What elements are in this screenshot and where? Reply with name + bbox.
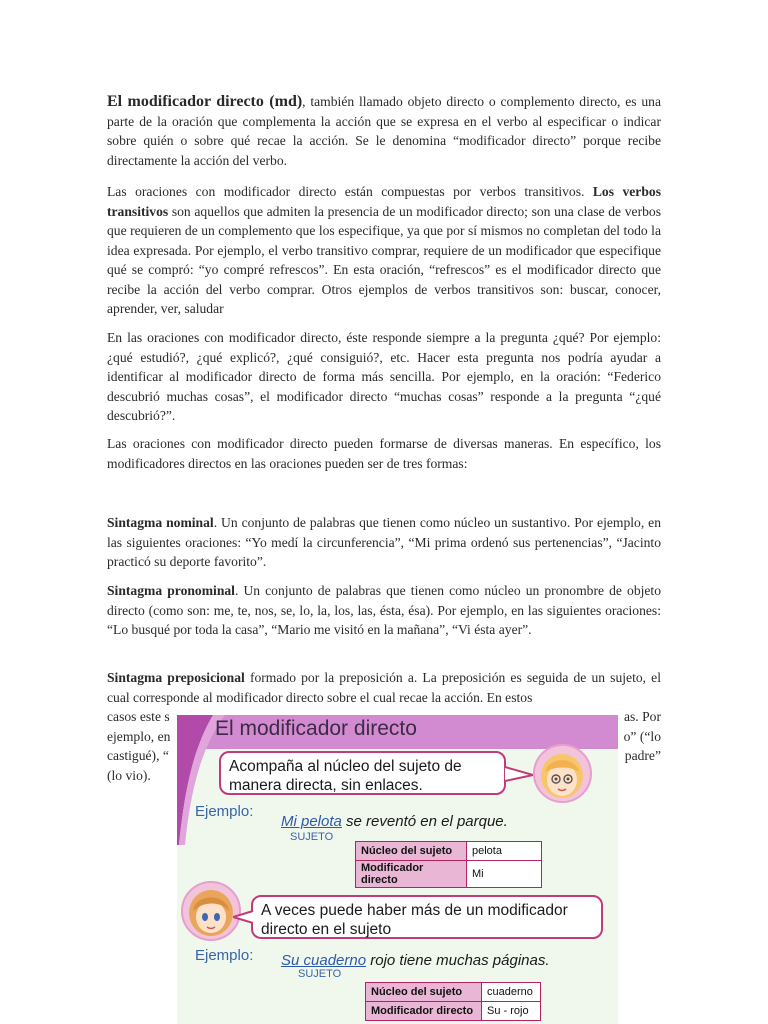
table-row	[356, 842, 542, 861]
table-cell-value: pelota	[467, 842, 542, 861]
preposicional-fragment: casos este s	[107, 709, 170, 724]
paragraph-question-que	[107, 328, 661, 426]
bubble-tail-1	[505, 765, 535, 785]
example-sentence-2	[281, 952, 550, 969]
modificador-directo-card	[177, 715, 618, 1024]
paragraph-definition	[107, 92, 661, 170]
sentence2-subject: Su cuaderno	[281, 952, 367, 969]
table-cell-value: Mi	[467, 861, 542, 888]
table-cell-label: Modificador directo	[366, 1002, 482, 1021]
pronominal-term: Sintagma pronominal	[107, 583, 235, 598]
preposicional-fragment: (lo vio).	[107, 767, 151, 783]
table-cell-label: Modificador directo	[356, 861, 467, 888]
preposicional-fragment: castigué), “	[107, 748, 169, 763]
table-row	[356, 861, 542, 888]
paragraph-three-forms	[107, 434, 661, 473]
question-text: En las oraciones con modificador directo, éste responde siempre a la pregunta ¿qué? Por ejemplo: ¿qué estudió?, ¿qué explicó?, ¿qué consiguió?, etc. Hacer esta pregunta nos podría ayudar a identificar al modificador directo de forma más sencilla. Por ejemplo, en la oración: “Federico descubrió muchas cosas”, el modificador directo “muchas cosas” responde a la pregunta “¿qué descubrió?”.	[107, 330, 661, 423]
sentence1-subject: Mi pelota	[281, 813, 342, 830]
forms-text: Las oraciones con modificador directo pueden formarse de diversas maneras. En específico, los modificadores directos en las oraciones pueden ser de tres formas:	[107, 436, 661, 471]
table-row	[366, 1002, 541, 1021]
paragraph-sintagma-nominal	[107, 513, 661, 572]
nominal-text: . Un conjunto de palabras que tienen como núcleo un sustantivo. Por ejemplo, en las siguientes oraciones: “Yo medí la circunferencia”, “Mi prima ordenó sus pertenencias”, “Jacinto practicó su deporte favorito”.	[107, 515, 661, 569]
speech-bubble-1: Acompaña al núcleo del sujeto de manera directa, sin enlaces.	[219, 751, 506, 795]
table-cell-value: Su - rojo	[482, 1002, 541, 1021]
nominal-term: Sintagma nominal	[107, 515, 214, 530]
bubble-tail-2	[233, 909, 255, 929]
definition-title: El modificador directo (md)	[107, 93, 303, 110]
transitive-intro: Las oraciones con modificador directo están compuestas por verbos transitivos.	[107, 184, 593, 199]
girl-avatar-icon	[533, 744, 592, 803]
definition-text: , también llamado objeto directo o complemento directo, es una parte de la oración que complementa la acción que se expresa en el verbo al especificar o indicar sobre quién o sobre qué recae la acción. Se le denomina “modificador directo” porque recibe directamente la acción del verbo.	[107, 94, 661, 168]
analysis-table-2	[365, 982, 541, 1021]
sujeto-label-2: SUJETO	[298, 968, 342, 980]
sentence1-predicate: se reventó en el parque.	[341, 813, 508, 830]
sentence2-predicate: rojo tiene muchas páginas.	[366, 952, 550, 969]
table-cell-label: Núcleo del sujeto	[366, 983, 482, 1002]
preposicional-term: Sintagma preposicional	[107, 670, 245, 685]
transitive-term: Los verbos transitivos	[107, 184, 661, 219]
paragraph-sintagma-pronominal	[107, 581, 661, 640]
girl-avatar-2-icon	[181, 881, 241, 941]
analysis-table-1	[355, 841, 542, 888]
speech-bubble-2: A veces puede haber más de un modificador directo en el sujeto	[251, 895, 603, 939]
paragraph-transitive-verbs	[107, 182, 661, 319]
preposicional-fragment: padre”	[624, 748, 661, 763]
table-row	[366, 983, 541, 1002]
sujeto-label-1: SUJETO	[290, 831, 334, 843]
preposicional-text: formado por la preposición a. La preposición es seguida de un sujeto, el cual corresponde al modificador directo sobre el cual recae la acción. En estos	[107, 670, 661, 705]
preposicional-fragment: ejemplo, en	[107, 728, 171, 744]
preposicional-fragment: as. Por	[623, 709, 661, 724]
table-cell-value: cuaderno	[482, 983, 541, 1002]
pronominal-text: . Un conjunto de palabras que tienen como núcleo un pronombre de objeto directo (como son: me, te, nos, se, lo, la, los, las, ésta, ésa). Por ejemplo, en las siguientes oraciones: “Lo busqué por toda la casa”, “Mario me visitó en la mañana”, “Vi ésta ayer”.	[107, 583, 661, 637]
example-sentence-1	[281, 813, 508, 830]
table-cell-label: Núcleo del sujeto	[356, 842, 467, 861]
example-label-1: Ejemplo:	[195, 803, 254, 820]
transitive-text: son aquellos que admiten la presencia de un modificador directo; son una clase de verbos que requieren de un complemento que los especifique, ya que por sí mismos no completan del todo la idea expresada. Por ejemplo, el verbo transitivo comprar, requiere de un modificador que especifique qué se compró: “yo compré refrescos”. En esta oración, “refrescos” es el modificador directo que recibe la acción del verbo comprar. Otros ejemplos de verbos transitivos son: buscar, conocer, aprender, ver, saludar	[107, 203, 661, 316]
example-label-2: Ejemplo:	[195, 947, 254, 964]
preposicional-fragment: o” (“lo	[623, 728, 661, 744]
card-title: El modificador directo	[215, 717, 417, 740]
